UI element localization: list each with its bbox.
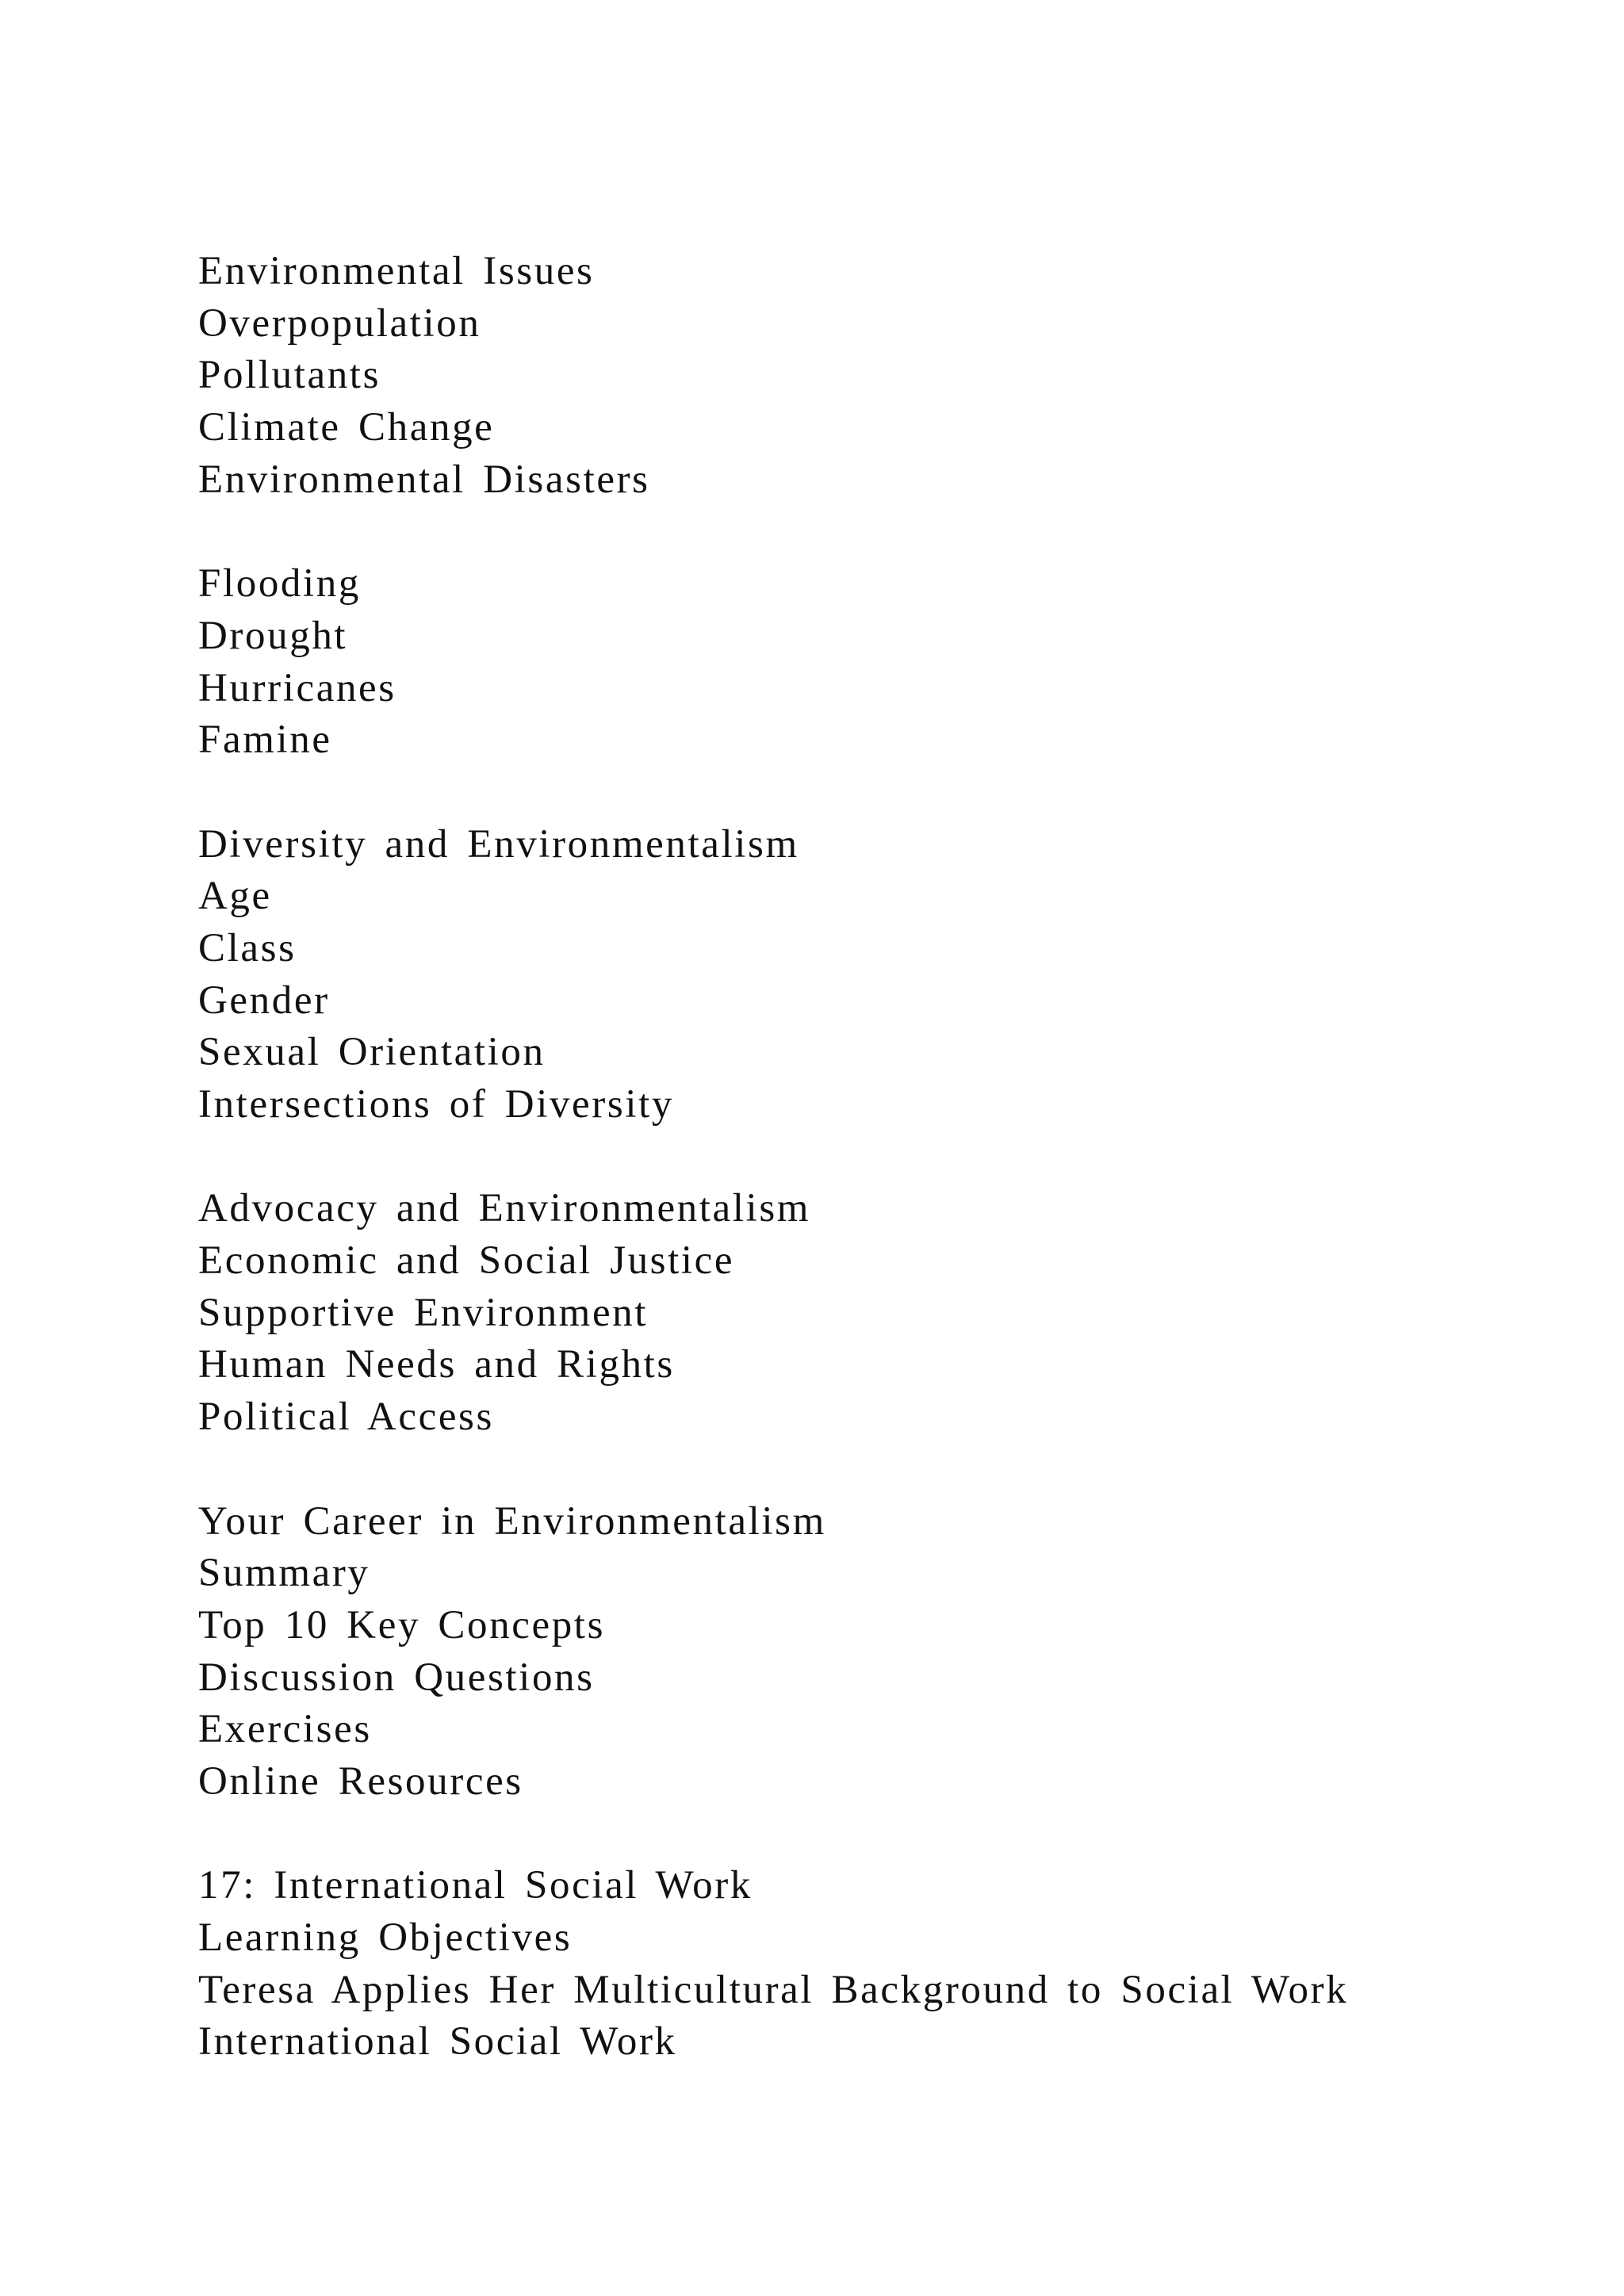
text-line: Economic and Social Justice (198, 1238, 735, 1284)
text-line: Supportive Environment (198, 1290, 649, 1335)
text-line: Discussion Questions (198, 1655, 595, 1700)
blank-line (198, 1808, 1546, 1861)
text-line: Age (198, 874, 272, 919)
blank-line (198, 767, 1546, 819)
text-line: Political Access (198, 1395, 494, 1440)
text-line: Summary (198, 1551, 370, 1596)
text-line: Climate Change (198, 405, 495, 450)
text-line: Online Resources (198, 1758, 523, 1804)
text-line: Class (198, 925, 297, 970)
blank-line (198, 1131, 1546, 1184)
blank-line (198, 1444, 1546, 1496)
text-line: Your Career in Environmentalism (198, 1498, 826, 1544)
blank-line (198, 506, 1546, 558)
text-line: Sexual Orientation (198, 1030, 546, 1075)
text-line: Famine (198, 718, 332, 763)
text-line: Exercises (198, 1707, 372, 1752)
text-line: Pollutants (198, 353, 381, 398)
text-line: 17: International Social Work (198, 1863, 753, 1908)
text-line: Environmental Issues (198, 249, 595, 293)
text-line: Environmental Disasters (198, 457, 650, 502)
text-line: Learning Objectives (198, 1915, 573, 1960)
text-line: Overpopulation (198, 300, 481, 346)
text-line: Teresa Applies Her Multicultural Background to Social Work (198, 1967, 1349, 2012)
text-line: Top 10 Key Concepts (198, 1602, 606, 1647)
text-line: Human Needs and Rights (198, 1342, 675, 1387)
text-line: International Social Work (198, 2019, 677, 2064)
text-line: Advocacy and Environmentalism (198, 1186, 811, 1231)
text-line: Flooding (198, 561, 362, 607)
text-line: Hurricanes (198, 665, 396, 710)
text-line: Intersections of Diversity (198, 1082, 674, 1127)
text-line: Drought (198, 613, 348, 658)
text-line: Gender (198, 978, 330, 1023)
text-line: Diversity and Environmentalism (198, 821, 799, 867)
document-body (198, 246, 1546, 2068)
